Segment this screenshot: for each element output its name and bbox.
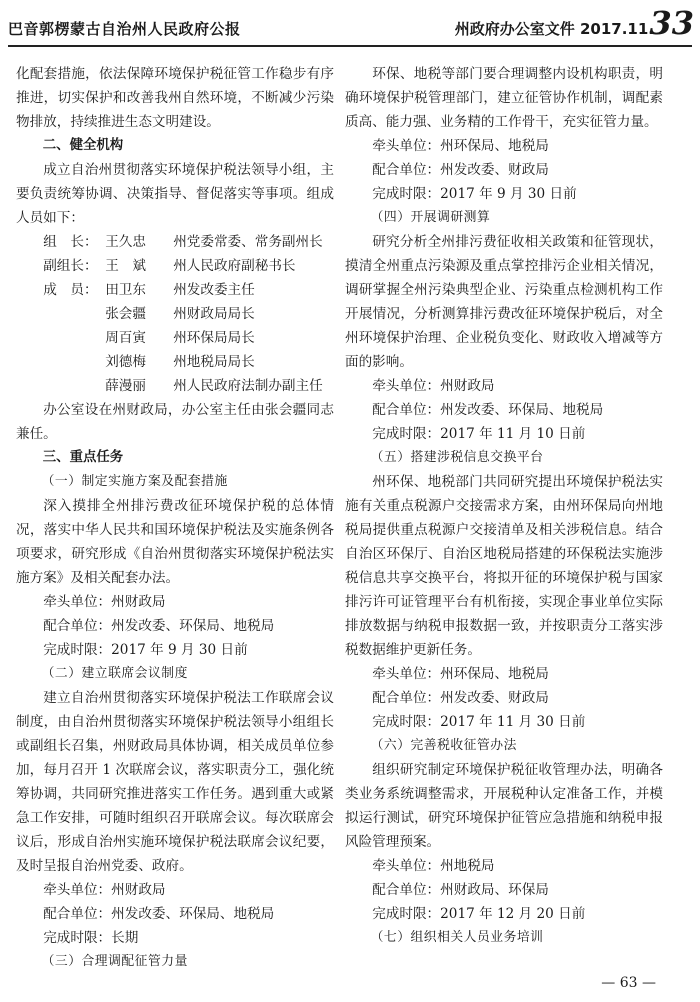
member-role [43,350,105,374]
member-name: 王久忠 [105,234,146,250]
member-name: 张会疆 [105,306,146,322]
cooperating-units: 配合单位：州发改委、财政局 [372,162,549,178]
paragraph: 州环保、地税部门共同研究提出环境保护税法实施有关重点税源户交接需求方案，由州环保局向州地税局提供重点税源户交接清单及相关涉税信息。结合自治区环保厅、自治区地税局搭建的环保税法实施涉税信息共享交换平台，将拟开征的环境保护税与国家排污许可证管理平台有机衔接，实现企事业单位实际排放数据与纳税申报数据一致，并按职责分工落实涉税数据维护更新任务。 [345,474,663,658]
deadline: 完成时限：2017 年 11 月 10 日前 [372,426,586,442]
subsection-heading: （一）制定实施方案及配套措施 [41,474,228,489]
page-header [0,0,700,46]
member-role: 副组长： [43,258,98,274]
member-title: 州环保局局长 [173,330,255,346]
member-row [16,254,334,278]
member-row [16,302,334,326]
paragraph: 建立自治州贯彻落实环境保护税法工作联席会议制度，由自治州贯彻落实环境保护税法领导小组组长或副组长召集，州财政局具体协调，相关成员单位参加，每月召开 1 次联席会议，落实职责分工，强化统筹协调，共同研究推进落实工作任务。遇到重大或紧急工作安排，可随时组织召开联席会议。每次联席会议后，形成自治州实施环境保护税法联席会议纪要，及时呈报自治州党委、政府。 [16,690,334,874]
gazette-title: 巴音郭楞蒙古自治州人民政府公报 [8,20,241,38]
subsection-heading: （五）搭建涉税信息交换平台 [370,450,544,465]
paragraph: 研究分析全州排污费征收相关政策和征管现状，摸清全州重点污染源及重点掌控排污企业相关情况，调研掌握全州污染典型企业、污染重点检测机构工作开展情况，分析测算排污费改征环境保护税后，对全州环境保护治理、企业税负变化、财政收入增减等方面的影响。 [345,234,663,370]
member-row [16,326,334,350]
lead-unit: 牵头单位：州财政局 [43,882,166,898]
member-title: 州地税局局长 [173,354,255,370]
paragraph: 办公室设在州财政局，办公室主任由张会疆同志兼任。 [16,402,334,442]
member-list [16,230,334,398]
subsection-heading: （六）完善税收征管办法 [370,738,517,753]
member-name: 周百寅 [105,330,146,346]
member-row [16,350,334,374]
paragraph: 成立自治州贯彻落实环境保护税法领导小组，主要负责统筹协调、决策指导、督促落实等事项。组成人员如下： [16,162,334,226]
right-column [345,62,663,950]
deadline: 完成时限：2017 年 12 月 20 日前 [372,906,586,922]
member-title: 州人民政府法制办副主任 [173,378,323,394]
paragraph: 环保、地税等部门要合理调整内设机构职责，明确环境保护税管理部门，建立征管协作机制，调配素质高、能力强、业务精的工作骨干，充实征管力量。 [345,66,663,130]
subsection-heading: （七）组织相关人员业务培训 [370,930,544,945]
member-role [43,326,105,350]
deadline: 完成时限：2017 年 9 月 30 日前 [43,642,248,658]
member-role: 成 员： [43,282,98,298]
section-heading: 二、健全机构 [42,138,124,153]
member-title: 州发改委主任 [173,282,255,298]
subsection-heading: （四）开展调研测算 [370,210,491,225]
cooperating-units: 配合单位：州发改委、环保局、地税局 [43,618,275,634]
cooperating-units: 配合单位：州发改委、环保局、地税局 [43,906,275,922]
member-role [43,374,105,398]
member-name: 刘德梅 [105,354,146,370]
header-rule [8,45,692,47]
paragraph: 组织研究制定环境保护税征收管理办法，明确各类业务系统调整需求，开展税种认定准备工作，并模拟运行测试，研究环境保护征管应急措施和纳税申报风险管理预案。 [345,762,663,850]
cooperating-units: 配合单位：州发改委、财政局 [372,690,549,706]
lead-unit: 牵头单位：州财政局 [372,378,495,394]
cooperating-units: 配合单位：州财政局、环保局 [372,882,549,898]
lead-unit: 牵头单位：州地税局 [372,858,495,874]
member-title: 州党委常委、常务副州长 [173,234,323,250]
paragraph: 深入摸排全州排污费改征环境保护税的总体情况，落实中华人民共和国环境保护税法及实施条例各项要求，研究形成《自治州贯彻落实环境保护税法实施方案》及相关配套办法。 [16,498,334,586]
lead-unit: 牵头单位：州财政局 [43,594,166,610]
member-title: 州财政局局长 [173,306,255,322]
paragraph: 化配套措施，依法保障环境保护税征管工作稳步有序推进，切实保护和改善我州自然环境，不断减少污染物排放，持续推进生态文明建设。 [16,66,334,130]
member-name: 王 斌 [105,258,146,274]
left-column [16,62,334,974]
member-row [16,230,334,254]
deadline: 完成时限：长期 [43,930,139,946]
member-role [43,302,105,326]
document-series: 州政府办公室文件 2017.11. [454,20,654,38]
member-name: 田卫东 [105,282,146,298]
member-row [16,278,334,302]
cooperating-units: 配合单位：州发改委、环保局、地税局 [372,402,604,418]
deadline: 完成时限：2017 年 11 月 30 日前 [372,714,586,730]
member-role: 组 长： [43,234,98,250]
lead-unit: 牵头单位：州环保局、地税局 [372,138,549,154]
issue-number: 33 [649,4,694,42]
page-number: — 63 — [601,975,656,991]
section-heading: 三、重点任务 [42,450,124,465]
member-row [16,374,334,398]
member-name: 薛漫丽 [105,378,146,394]
member-title: 州人民政府副秘书长 [173,258,296,274]
lead-unit: 牵头单位：州环保局、地税局 [372,666,549,682]
subsection-heading: （三）合理调配征管力量 [41,954,188,969]
subsection-heading: （二）建立联席会议制度 [41,666,188,681]
deadline: 完成时限：2017 年 9 月 30 日前 [372,186,577,202]
